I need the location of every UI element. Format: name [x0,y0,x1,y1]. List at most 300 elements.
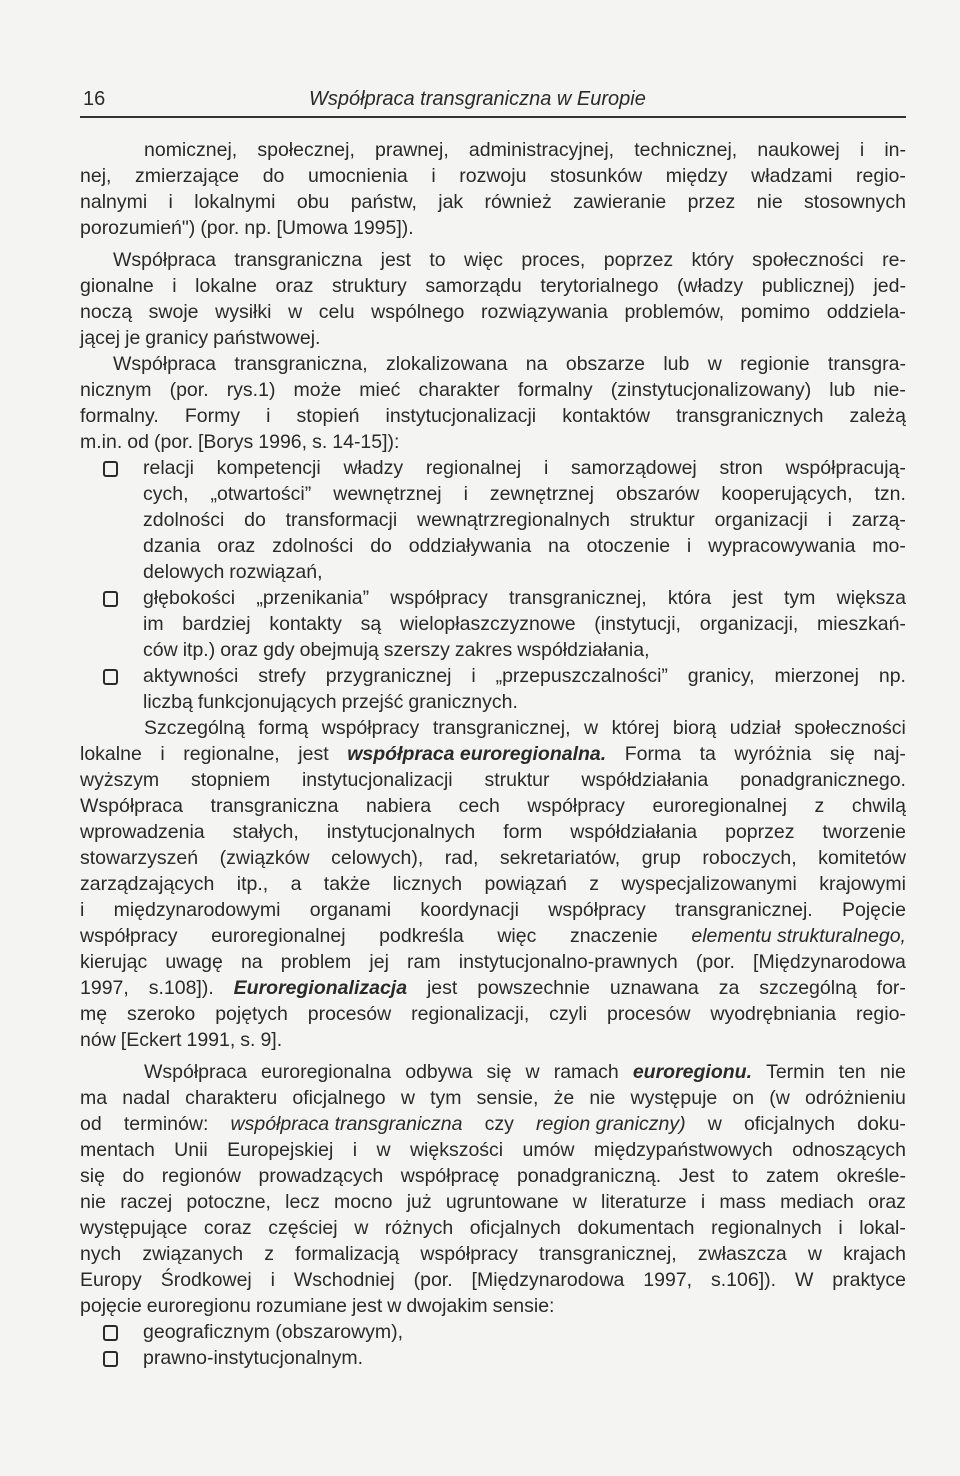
word: jest [380,249,411,271]
word: euroregionu [146,1295,251,1317]
word: zatem [765,1165,820,1187]
word: form [503,821,543,843]
word: np. [244,217,272,239]
word: współdziałania [581,769,709,791]
word: wyspecjalizowanymi [621,873,797,895]
word: lub [829,379,856,401]
word: pojęcie [80,1295,142,1317]
word: z [589,873,599,895]
word: on [732,1087,755,1109]
word: Szczególną [144,717,245,739]
word: literaturze [601,1191,687,1213]
text-line [80,793,906,819]
word: technicznej, [634,139,738,161]
word: większa [836,587,906,609]
paragraph-2 [80,247,906,351]
word: ten [838,1061,866,1083]
word: ma [80,1087,108,1109]
word: roboczych, [702,847,797,869]
bullet-list-senses [80,1319,906,1371]
word: zakres [454,639,513,661]
word: gionalne [80,275,154,297]
text-line [143,559,906,585]
word: Europejskiej [227,1139,334,1161]
word: celu [318,301,355,323]
word: tzn. [874,483,906,505]
text-line [80,273,906,299]
text-line [80,1137,906,1163]
word: bardziej [182,613,251,635]
word: procesów [307,1003,392,1025]
word: ponadgranicznego. [740,769,906,791]
word: stron [719,457,763,479]
word: rozwiązań, [229,561,323,583]
word: jest [426,977,458,999]
word: społeczności [752,249,864,271]
word: instytucjonalizacji [385,405,537,427]
word: i [471,665,476,687]
word: kontaktów [562,405,651,427]
word: się [80,1165,105,1187]
word: i [686,535,692,557]
word: s. [240,1029,256,1051]
word: dokumentach [577,1217,695,1239]
list-item-text: prawno-instytucjonalnym. [143,1347,364,1369]
word: mieszkań- [817,613,906,635]
text-line [143,663,906,689]
word: nej, [80,165,112,187]
word: (por. [153,431,193,453]
word: tworzenie [822,821,906,843]
word: oficjalnych [743,1113,835,1135]
word: struktury [332,275,407,297]
word: granicy [145,327,209,349]
text-line [80,137,906,163]
word: współpracy [527,795,625,817]
word: instytucjonalno-prawnych [458,951,678,973]
text-line [80,1267,906,1293]
word: powszechnie [477,977,590,999]
text-line [80,403,906,429]
word: transformacji [285,509,398,531]
text-line [143,689,906,715]
word: zarzą- [851,509,906,531]
word: [Międzynarodowa [753,951,906,973]
word: do [244,509,266,531]
text-line [80,923,906,949]
word: w [707,1113,722,1135]
word: euroregionalna [261,1061,392,1083]
word: (instytucji, [594,613,681,635]
text-line [80,845,906,871]
word: 1997, [643,1269,693,1291]
word: współpracy [80,925,178,947]
paragraph-4 [80,715,906,1053]
word: (por. [169,379,209,401]
word: charakter [418,379,500,401]
word: (władzy [677,275,744,297]
word: stopniem [190,769,271,791]
word: w [707,353,722,375]
word: nie [80,1191,107,1213]
word: wewnętrznej [333,483,442,505]
word: do [262,165,285,187]
word: obszarów [615,483,700,505]
word: (por. [200,217,240,239]
word: euroregionalnej [211,925,346,947]
word: s.106]). [711,1269,777,1291]
text-line [80,741,906,767]
word: w [572,1191,587,1213]
word: są [360,613,382,635]
word: wyższym [80,769,160,791]
word: Jest [678,1165,715,1187]
word: samorządu [425,275,522,297]
word: mo- [872,535,906,557]
text-line [80,1241,906,1267]
list-item [80,455,906,585]
word: pomimo [740,301,811,323]
word: do [122,1165,145,1187]
word: regionalizacji, [411,1003,530,1025]
text-line [80,1163,906,1189]
word: jak [438,191,464,213]
list-item [80,663,906,715]
word: transgraniczna [234,249,363,271]
word: wypracowywania [708,535,856,557]
word: wysiłki [215,301,272,323]
word: i [543,457,549,479]
word: jącej [80,327,121,349]
checkbox-bullet-icon [103,591,118,607]
word: różnych [384,1217,454,1239]
word: regio- [856,1003,906,1025]
word: [Eckert [120,1029,182,1051]
word: pojętych [215,1003,288,1025]
text-line [80,377,906,403]
word: jest [732,587,763,609]
word: rozumiane [255,1295,347,1317]
list-item [80,1319,906,1345]
text-line [80,1189,906,1215]
word: i [463,483,468,505]
word: umów [522,1139,575,1161]
word: wyróżnia [734,743,812,765]
word: formalny. [80,405,159,427]
word: biorą [672,717,717,739]
word: kooperujących, [721,483,853,505]
word: i [431,165,436,187]
word: państw, [350,191,417,213]
word: funkcjonujących [197,691,337,713]
word: regionalnych [711,1217,822,1239]
word: im [143,613,164,635]
running-title: Współpraca transgraniczna w Europie [309,88,646,110]
word: nie [879,1061,906,1083]
word: dwojakim [406,1295,488,1317]
word: regionów [161,1165,241,1187]
text-line [80,1215,906,1241]
word: znaczenie [569,925,658,947]
word: określe- [836,1165,906,1187]
word: coraz [203,1217,252,1239]
word: oddziaływania [408,535,532,557]
word: który [691,249,734,271]
word: jed- [873,275,906,297]
word: i [266,405,271,427]
list-item-text: geograficznym (obszarowym), [143,1321,404,1343]
word: [Umowa [276,217,348,239]
bullet-list-criteria [80,455,906,715]
word: (związków [219,847,310,869]
text-line [80,975,906,1001]
word: in- [884,139,906,161]
body-text [80,137,906,1371]
word: czy [484,1113,514,1135]
word: nów [80,1029,116,1051]
word: 1996, [258,431,308,453]
word: w [400,1087,415,1109]
word: itp.) [182,639,216,661]
word: współpracę [400,1165,500,1187]
word: [Borys [198,431,254,453]
word: porozumień") [80,217,196,239]
word: krajowymi [819,873,906,895]
word: Termin [766,1061,825,1083]
word: to [429,249,446,271]
word: Europy [80,1269,142,1291]
word: je [125,327,141,349]
word: rozwiązywania [481,301,608,323]
word: transgranicznej. [675,899,813,921]
text-line [80,351,906,377]
word: elementu strukturalnego, [691,925,906,947]
word: zwłaszcza [697,1243,787,1265]
word: z [814,795,825,817]
word: szerszy [383,639,450,661]
word: częściej [268,1217,338,1239]
word: Formy [184,405,241,427]
word: w [807,1243,822,1265]
word: oraz [275,275,314,297]
word: publicznej) [761,275,855,297]
text-line [80,189,906,215]
word: 1991, [186,1029,236,1051]
word: „otwartości” [210,483,312,505]
word: obejmują [299,639,379,661]
word: komitetów [818,847,906,869]
word: stosunków [550,165,643,187]
word: się [829,743,855,765]
word: 14-15]): [332,431,400,453]
word: mieć [359,379,401,401]
word: nicznym [80,379,152,401]
word: 1995]). [352,217,414,239]
word: udział [729,717,781,739]
word: (por. [695,951,735,973]
word: wewnątrzregionalnych [417,509,610,531]
word: praktyce [832,1269,906,1291]
word: jej [369,951,389,973]
paragraph-3 [80,351,906,455]
word: podkreśla [379,925,464,947]
word: międzynarodowymi [113,899,281,921]
word: Współpraca [113,353,216,375]
word: w [288,301,303,323]
word: cech [458,795,500,817]
word: przejść [341,691,404,713]
word: której [611,717,660,739]
word: zdolności [143,509,225,531]
word: obu [296,191,330,213]
word: naj- [873,743,906,765]
word: s. [312,431,328,453]
text-line [80,949,906,975]
page-number: 16 [83,88,106,110]
word: obszarze [565,353,645,375]
word: lecz [285,1191,320,1213]
word: współdziałania [570,821,698,843]
word: formalny [517,379,593,401]
word: licznych [392,873,463,895]
word: i [172,275,177,297]
word: lokalnymi [194,191,276,213]
word: granicy, [687,665,755,687]
word: „przepuszczalności” [495,665,668,687]
word: państwowej. [213,327,321,349]
word: mass [719,1191,766,1213]
word: struktur [629,509,695,531]
word: wprowadzenia [80,821,205,843]
word: relacji [143,457,194,479]
word: nie [756,191,783,213]
word: wspólnego [371,301,465,323]
word: regionalne, [183,743,280,765]
word: tym [430,1087,462,1109]
word: sekretariatów, [499,847,621,869]
word: (w [769,1087,790,1109]
word: i [838,1217,843,1239]
word: lokalne [195,275,257,297]
word: zarządzających [80,873,215,895]
word: transgraniczna [210,795,339,817]
word: koordynacji [420,899,519,921]
word: także [323,873,371,895]
word: i [859,139,865,161]
word: w [525,1061,540,1083]
list-item [80,585,906,663]
word: ców [143,639,178,661]
word: nomicznej, [144,139,238,161]
word: społeczności [794,717,906,739]
word: kompetencji [216,457,321,479]
word: szeroko [127,1003,196,1025]
paragraph-5 [80,1059,906,1319]
word: współpracy [548,899,646,921]
text-line [143,507,906,533]
word: nalnymi [80,191,148,213]
word: 1997, [80,977,129,999]
word: mentach [80,1139,155,1161]
text-line [80,215,906,241]
word: nie- [873,379,906,401]
text-line [80,819,906,845]
word: więc [464,249,504,271]
word: naukowej [757,139,840,161]
word: oraz [220,639,259,661]
word: Pojęcie [841,899,906,921]
word: terytorialnego [540,275,659,297]
word: proces, [521,249,586,271]
text-line [80,1293,906,1319]
word: oddziela- [826,301,906,323]
word: (zinstytucjonalizowany) [610,379,812,401]
word: mocno [334,1191,393,1213]
word: poprzez [603,249,674,271]
word: zewnętrznej [489,483,594,505]
word: kierując [80,951,148,973]
word: rys.1) [226,379,276,401]
word: za [718,977,740,999]
word: liczbą [143,691,193,713]
word: w [584,717,599,739]
word: odróżnieniu [805,1087,906,1109]
word: współpracy [420,1243,518,1265]
word: Współpraca [113,249,216,271]
word: mę [80,1003,108,1025]
word: ramach [553,1061,619,1083]
word: grup [641,847,681,869]
checkbox-bullet-icon [103,461,118,477]
word: uwagę [165,951,223,973]
word: wyodrębniania [710,1003,837,1025]
word: występuje [630,1087,718,1109]
word: głębokości [143,587,236,609]
text-line [80,871,906,897]
word: Unii [174,1139,208,1161]
word: „przenikania” [256,587,370,609]
paragraph-1 [80,137,906,241]
word: współdziałania, [517,639,650,661]
word: społecznej, [257,139,355,161]
word: regionalnej [425,457,522,479]
word: granicznych. [408,691,518,713]
word: zawieranie [573,191,667,213]
text-line [80,247,906,273]
word: stosownych [804,191,906,213]
word: występujące [80,1217,188,1239]
word: stowarzyszeń [80,847,199,869]
word: samorządowej [571,457,697,479]
text-line [80,1085,906,1111]
word: między [665,165,728,187]
word: z [264,1243,275,1265]
word: otoczenie [586,535,671,557]
word: jest [298,743,329,765]
word: przez [687,191,736,213]
checkbox-bullet-icon [103,669,118,685]
word: euroregionalnej [652,795,787,817]
word: [Międzynarodowa [471,1269,625,1291]
word: strefy [258,665,306,687]
text-line [80,767,906,793]
word: rozwoju [459,165,527,187]
word: współpracują- [785,457,906,479]
word: odbywa [405,1061,473,1083]
word: dzania [143,535,201,557]
word: oraz [867,1191,906,1213]
word: tym [784,587,816,609]
